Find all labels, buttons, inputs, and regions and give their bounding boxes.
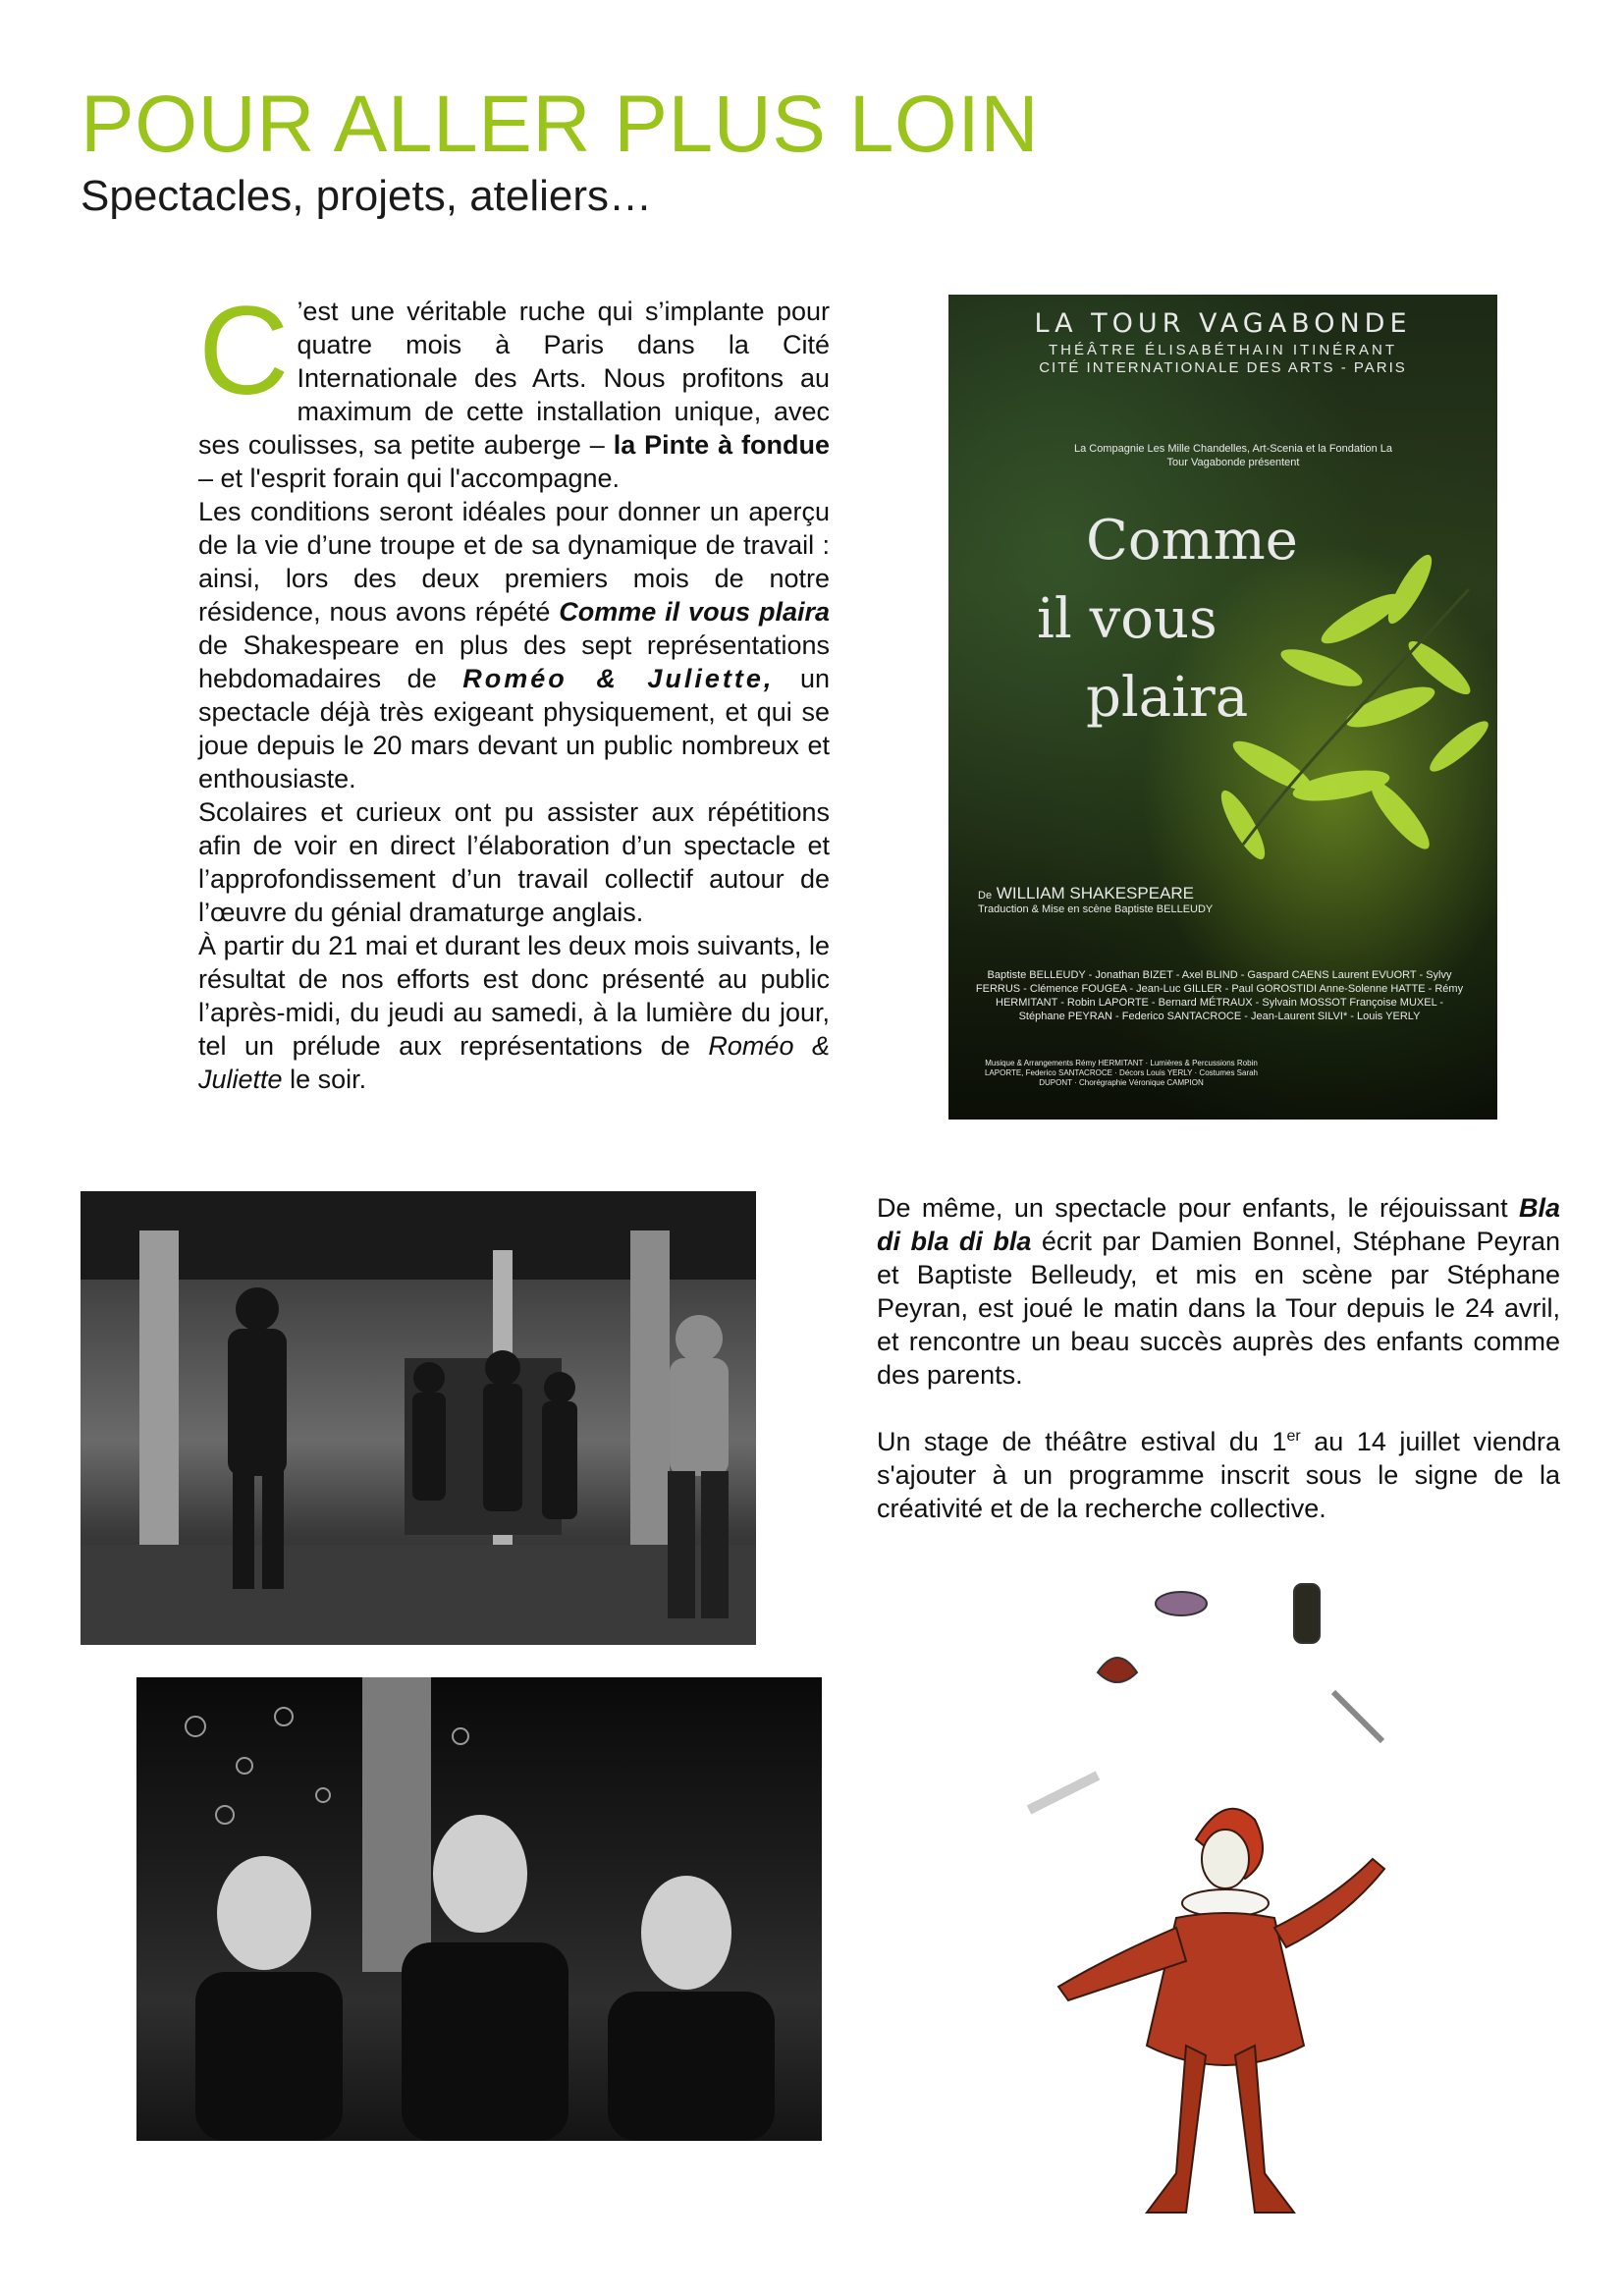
poster-cast: Baptiste BELLEUDY - Jonathan BIZET - Axel BLIND - Gaspard CAENS Laurent EVUORT - Sylvy FERRUS - Clémence FOUGEA - Jean-Luc GILLER - Paul GOROSTIDI Anne-Solenne HATTE - Rémy HERMITANT - Robin LAPORTE - Bernard MÉTRAUX - Sylvain MOSSOT Françoise MUXEL - Stéphane PEYRAN - Federico SANTACROCE - Jean-Laurent SILVI* - Louis YERLY xyxy=(975,969,1464,1022)
skeleton-jester-drawing xyxy=(1000,1555,1435,2252)
article-column xyxy=(198,281,831,1096)
play-title: Bla di bla di bla xyxy=(877,1193,1560,1256)
actors-scene xyxy=(136,1677,822,2141)
poster-author: De WILLIAM SHAKESPEARE xyxy=(978,884,1195,902)
poster-translation: Traduction & Mise en scène Baptiste BELLEUDY xyxy=(978,903,1214,915)
poster-venue: CITÉ INTERNATIONALE DES ARTS - PARIS xyxy=(1039,359,1407,376)
play-poster xyxy=(948,295,1497,1120)
article-text: ’est une véritable ruche qui s’implante pour quatre mois à Paris dans la Cité Internationale des Arts. Nous profitons au maximum de cette installation unique, avec ses coulisses, sa petite auberge – xyxy=(198,297,830,460)
jester-illustration xyxy=(1000,1555,1435,2252)
article-text: Les conditions seront idéales pour donner un aperçu de la vie d’une troupe et de sa dynamique de travail : ainsi, lors des deux premiers mois de notre résidence, nous avons répété xyxy=(198,497,830,627)
sidebar-text: écrit par Damien Bonnel, Stéphane Peyran et Baptiste Belleudy, et mis en scène par Stéphane Peyran, est joué le matin dans la Tour depuis le 24 avril, et rencontre un beau succès auprès des enfants comme des parents. xyxy=(877,1227,1560,1390)
poster-credits: Musique & Arrangements Rémy HERMITANT · Lumières & Percussions Robin LAPORTE, Federico SANTACROCE · Décors Louis YERLY · Costumes Sarah DUPONT · Chorégraphie Véronique CAMPION xyxy=(984,1059,1259,1087)
play-title: Roméo & Juliette xyxy=(198,1031,830,1094)
article-text: – et l'esprit forain qui l'accompagne. xyxy=(198,464,621,493)
sidebar-text: Un stage de théâtre estival du 1 xyxy=(877,1427,1287,1456)
play-title: Roméo & Juliette, xyxy=(462,664,775,693)
article-text: À partir du 21 mai et durant les deux mois suivants, le résultat de nos efforts est donc présenté au public l’après-midi, du jeudi au samedi, à la lumière du jour, tel un prélude aux représentations de xyxy=(198,931,830,1061)
sidebar-text: au 14 juillet viendra s'ajouter à un programme inscrit sous le signe de la créativité et de la recherche collective. xyxy=(877,1427,1560,1523)
article-text: le soir. xyxy=(282,1065,367,1094)
poster-subheading: THÉÂTRE ÉLISABÉTHAIN ITINÉRANT xyxy=(1048,342,1398,358)
sidebar-text: De même, un spectacle pour enfants, le réjouissant xyxy=(877,1193,1519,1223)
article-text: de Shakespeare en plus des sept représentations hebdomadaires de xyxy=(198,630,830,693)
article-text: un spectacle déjà très exigeant physiquement, et qui se joue depuis le 20 mars devant un public nombreux et enthousiaste. xyxy=(198,664,830,793)
rehearsal-photo xyxy=(81,1191,756,1645)
bubbles-photo xyxy=(136,1677,822,2141)
page-subtitle: Spectacles, projets, ateliers… xyxy=(81,172,653,220)
poster-title-line: Comme xyxy=(1086,509,1298,573)
drop-cap: C xyxy=(198,281,290,421)
page-title: POUR ALLER PLUS LOIN xyxy=(81,80,1040,169)
play-title: Comme il vous plaira xyxy=(559,597,830,627)
superscript: er xyxy=(1286,1428,1301,1445)
sidebar-column xyxy=(877,1191,1560,1525)
poster-heading: LA TOUR VAGABONDE xyxy=(1034,308,1412,339)
poster-title-line: il vous xyxy=(1037,587,1217,651)
article-text: Scolaires et curieux ont pu assister aux répétitions afin de voir en direct l’élaboration d’un spectacle et l’approfondissement d’un travail collectif autour de l’œuvre du génial dramaturge anglais. xyxy=(198,797,830,927)
poster-title-line: plaira xyxy=(1086,666,1249,730)
poster-presenters: La Compagnie Les Mille Chandelles, Art-Scenia et la Fondation La Tour Vagabonde présentent xyxy=(1073,443,1393,468)
article-bold-text: la Pinte à fondue xyxy=(613,430,831,460)
rehearsal-scene xyxy=(81,1191,756,1645)
